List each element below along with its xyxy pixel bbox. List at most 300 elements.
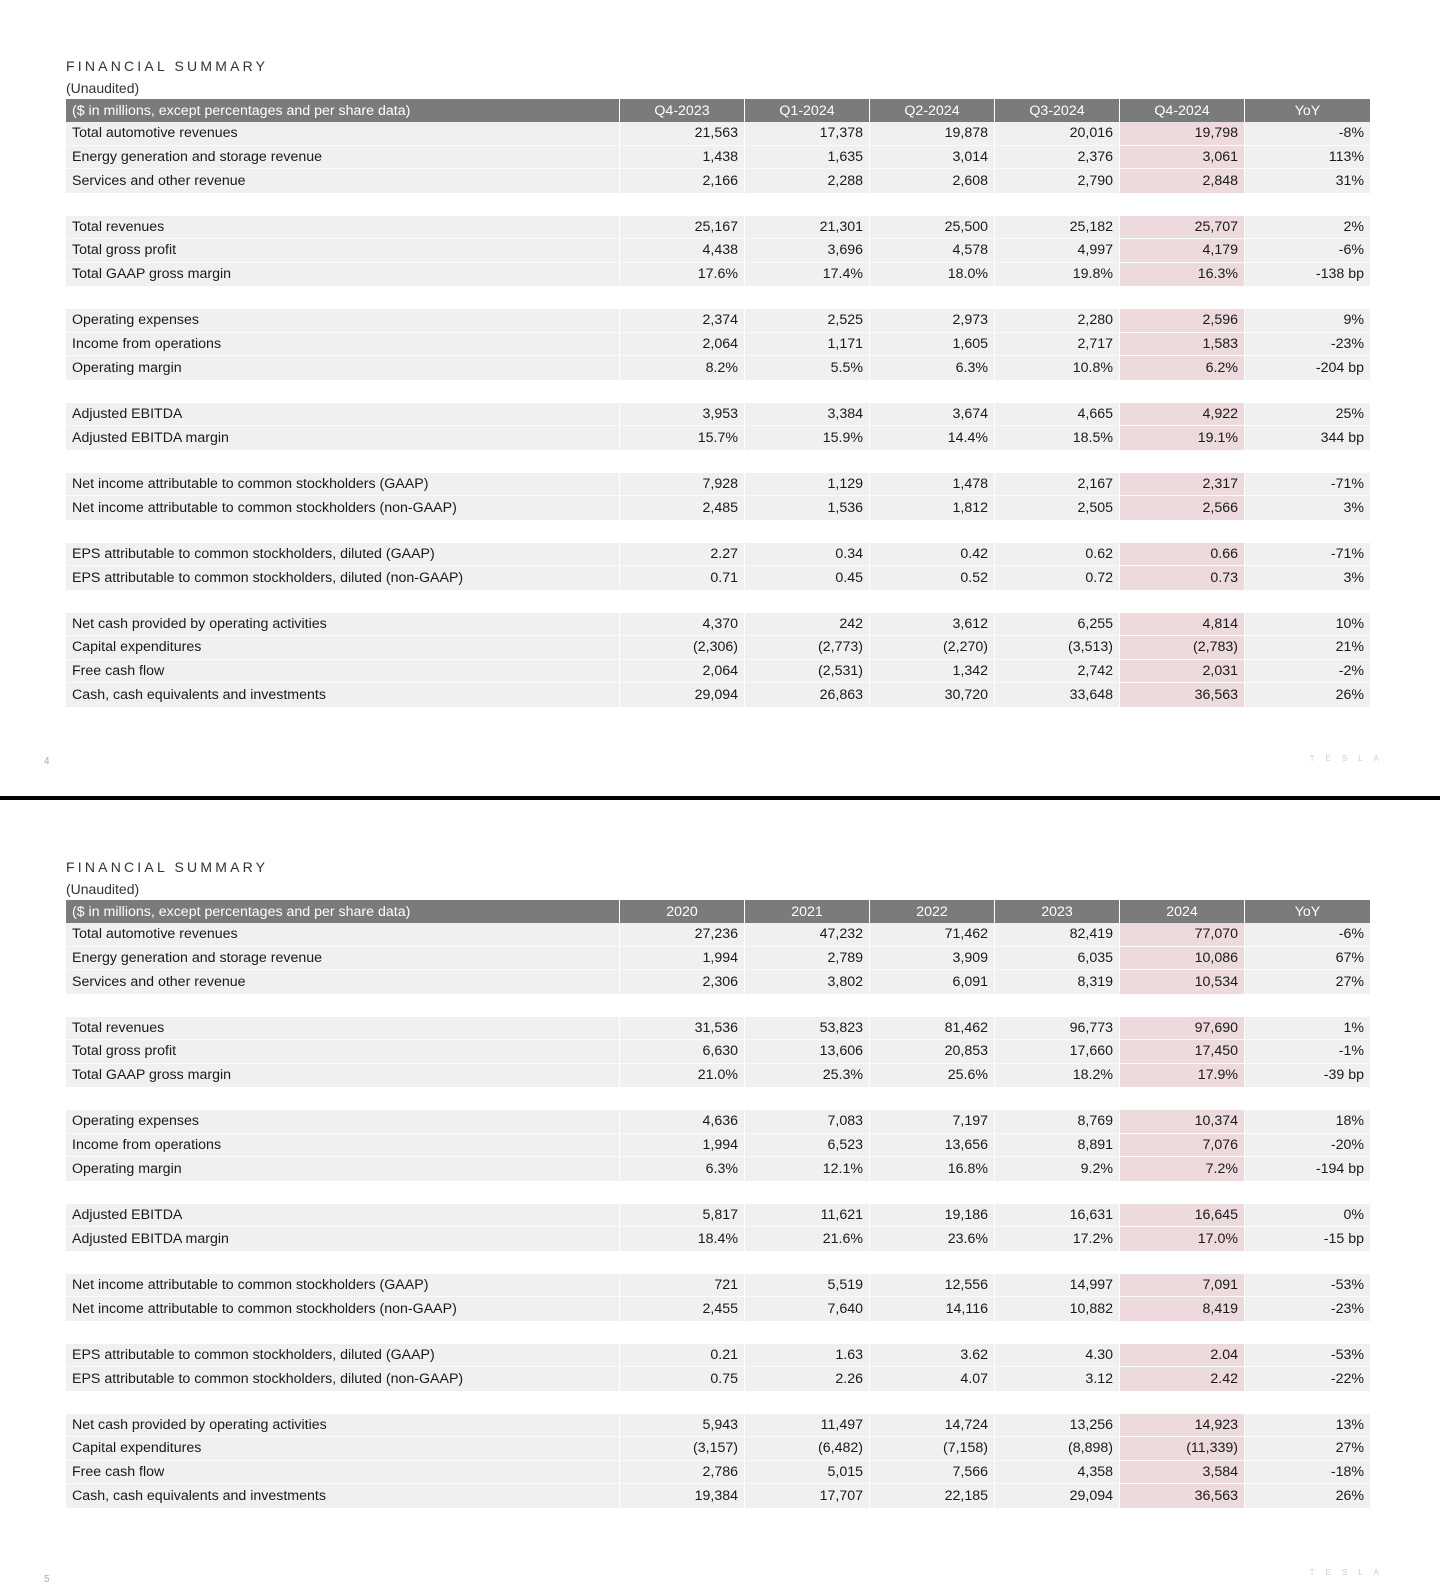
value-cell: 13,656 — [870, 1134, 994, 1158]
highlighted-value-cell: 0.73 — [1120, 566, 1244, 590]
row-label: EPS attributable to common stockholders, diluted (GAAP) — [66, 1344, 619, 1368]
yoy-cell: 13% — [1245, 1414, 1370, 1438]
yoy-cell: 18% — [1245, 1110, 1370, 1134]
value-cell: 33,648 — [995, 683, 1119, 707]
row-label: Income from operations — [66, 333, 619, 357]
value-cell: 20,016 — [995, 122, 1119, 146]
value-cell: 7,197 — [870, 1110, 994, 1134]
value-cell: 23.6% — [870, 1227, 994, 1251]
value-cell: 6,091 — [870, 970, 994, 994]
brand-letter: A — [1373, 1568, 1380, 1577]
brand-letter: T — [1309, 1568, 1316, 1577]
value-cell: 0.34 — [745, 543, 869, 567]
highlighted-value-cell: 4,814 — [1120, 613, 1244, 637]
yoy-cell: 25% — [1245, 403, 1370, 427]
value-cell: 25.3% — [745, 1064, 869, 1088]
financial-summary-annual-page — [0, 801, 1440, 1593]
yoy-cell: -138 bp — [1245, 263, 1370, 287]
row-label: Services and other revenue — [66, 169, 619, 193]
value-cell: 2,376 — [995, 146, 1119, 170]
value-cell: 5,519 — [745, 1274, 869, 1298]
header-label: ($ in millions, except percentages and per share data) — [66, 99, 619, 122]
yoy-cell: 344 bp — [1245, 426, 1370, 450]
table-row — [66, 473, 1374, 497]
highlighted-value-cell: 17.0% — [1120, 1227, 1244, 1251]
value-cell: 4,578 — [870, 239, 994, 263]
value-cell: 1,171 — [745, 333, 869, 357]
highlighted-value-cell: 16.3% — [1120, 263, 1244, 287]
row-group-spacer — [66, 380, 1374, 403]
highlighted-value-cell: 97,690 — [1120, 1017, 1244, 1041]
value-cell: 1,605 — [870, 333, 994, 357]
row-group-spacer — [66, 1181, 1374, 1204]
financial-table — [66, 900, 1374, 1508]
column-header: 2020 — [620, 900, 744, 923]
value-cell: 2.27 — [620, 543, 744, 567]
yoy-cell: 113% — [1245, 146, 1370, 170]
value-cell: 1,342 — [870, 660, 994, 684]
value-cell: 2,064 — [620, 660, 744, 684]
value-cell: 21.0% — [620, 1064, 744, 1088]
value-cell: 6,255 — [995, 613, 1119, 637]
row-label: Energy generation and storage revenue — [66, 947, 619, 971]
value-cell: 14,997 — [995, 1274, 1119, 1298]
value-cell: 1,478 — [870, 473, 994, 497]
yoy-cell: 9% — [1245, 309, 1370, 333]
yoy-cell: -53% — [1245, 1274, 1370, 1298]
value-cell: 96,773 — [995, 1017, 1119, 1041]
brand-letter: L — [1358, 754, 1364, 763]
value-cell: 10.8% — [995, 356, 1119, 380]
value-cell: 11,621 — [745, 1204, 869, 1228]
highlighted-value-cell: (2,783) — [1120, 636, 1244, 660]
highlighted-value-cell: 10,534 — [1120, 970, 1244, 994]
highlighted-value-cell: 2,317 — [1120, 473, 1244, 497]
brand-logo — [1310, 754, 1380, 763]
table-row — [66, 1344, 1374, 1368]
value-cell: 2,167 — [995, 473, 1119, 497]
value-cell: 2,790 — [995, 169, 1119, 193]
value-cell: 53,823 — [745, 1017, 869, 1041]
value-cell: 1,994 — [620, 947, 744, 971]
value-cell: 6,523 — [745, 1134, 869, 1158]
table-row — [66, 1134, 1374, 1158]
value-cell: 2,485 — [620, 496, 744, 520]
value-cell: 4,438 — [620, 239, 744, 263]
value-cell: 21.6% — [745, 1227, 869, 1251]
table-row — [66, 683, 1374, 707]
table-row — [66, 1437, 1374, 1461]
table-row — [66, 613, 1374, 637]
row-group-spacer — [66, 193, 1374, 216]
value-cell: 71,462 — [870, 923, 994, 947]
value-cell: 17.2% — [995, 1227, 1119, 1251]
table-row — [66, 566, 1374, 590]
table-row — [66, 1484, 1374, 1508]
brand-logo — [1310, 1568, 1380, 1577]
highlighted-value-cell: (11,339) — [1120, 1437, 1244, 1461]
row-label: Net income attributable to common stockholders (non-GAAP) — [66, 496, 619, 520]
value-cell: 17.4% — [745, 263, 869, 287]
yoy-header: YoY — [1245, 99, 1370, 122]
column-header: 2024 — [1120, 900, 1244, 923]
column-header: 2021 — [745, 900, 869, 923]
value-cell: 6.3% — [870, 356, 994, 380]
value-cell: 81,462 — [870, 1017, 994, 1041]
row-group-spacer — [66, 590, 1374, 613]
value-cell: 0.75 — [620, 1367, 744, 1391]
row-label: Adjusted EBITDA — [66, 403, 619, 427]
table-row — [66, 1227, 1374, 1251]
column-header: 2023 — [995, 900, 1119, 923]
highlighted-value-cell: 17.9% — [1120, 1064, 1244, 1088]
yoy-cell: 26% — [1245, 683, 1370, 707]
highlighted-value-cell: 17,450 — [1120, 1040, 1244, 1064]
highlighted-value-cell: 8,419 — [1120, 1297, 1244, 1321]
yoy-cell: -20% — [1245, 1134, 1370, 1158]
value-cell: 3,802 — [745, 970, 869, 994]
table-row — [66, 146, 1374, 170]
table-row — [66, 947, 1374, 971]
value-cell: 8,319 — [995, 970, 1119, 994]
yoy-cell: -71% — [1245, 543, 1370, 567]
brand-letter: L — [1358, 1568, 1364, 1577]
value-cell: 31,536 — [620, 1017, 744, 1041]
value-cell: 5.5% — [745, 356, 869, 380]
value-cell: (8,898) — [995, 1437, 1119, 1461]
row-label: Net cash provided by operating activities — [66, 613, 619, 637]
highlighted-value-cell: 2.42 — [1120, 1367, 1244, 1391]
row-label: EPS attributable to common stockholders, diluted (GAAP) — [66, 543, 619, 567]
brand-letter: T — [1309, 754, 1316, 763]
value-cell: 4,665 — [995, 403, 1119, 427]
table-row — [66, 1274, 1374, 1298]
value-cell: 2,374 — [620, 309, 744, 333]
value-cell: 3,953 — [620, 403, 744, 427]
table-row — [66, 496, 1374, 520]
row-group-spacer — [66, 1087, 1374, 1110]
row-label: Net income attributable to common stockholders (GAAP) — [66, 1274, 619, 1298]
highlighted-value-cell: 1,583 — [1120, 333, 1244, 357]
highlighted-value-cell: 0.66 — [1120, 543, 1244, 567]
value-cell: 5,015 — [745, 1461, 869, 1485]
table-row — [66, 426, 1374, 450]
value-cell: 8,891 — [995, 1134, 1119, 1158]
row-group-spacer — [66, 1251, 1374, 1274]
table-row — [66, 333, 1374, 357]
value-cell: 0.21 — [620, 1344, 744, 1368]
highlighted-value-cell: 7.2% — [1120, 1157, 1244, 1181]
row-label: Operating margin — [66, 356, 619, 380]
value-cell: 0.52 — [870, 566, 994, 590]
value-cell: 8.2% — [620, 356, 744, 380]
yoy-cell: -39 bp — [1245, 1064, 1370, 1088]
value-cell: 1,438 — [620, 146, 744, 170]
value-cell: 4,358 — [995, 1461, 1119, 1485]
row-label: EPS attributable to common stockholders, diluted (non-GAAP) — [66, 1367, 619, 1391]
value-cell: 19.8% — [995, 263, 1119, 287]
highlighted-value-cell: 4,179 — [1120, 239, 1244, 263]
value-cell: 2,306 — [620, 970, 744, 994]
highlighted-value-cell: 2,596 — [1120, 309, 1244, 333]
row-label: Net income attributable to common stockholders (GAAP) — [66, 473, 619, 497]
value-cell: 1,129 — [745, 473, 869, 497]
column-header: Q4-2024 — [1120, 99, 1244, 122]
value-cell: 5,817 — [620, 1204, 744, 1228]
row-label: Cash, cash equivalents and investments — [66, 683, 619, 707]
value-cell: 7,928 — [620, 473, 744, 497]
highlighted-value-cell: 7,076 — [1120, 1134, 1244, 1158]
yoy-cell: -8% — [1245, 122, 1370, 146]
value-cell: 25,500 — [870, 216, 994, 240]
value-cell: 2,973 — [870, 309, 994, 333]
value-cell: 6,035 — [995, 947, 1119, 971]
value-cell: 1,994 — [620, 1134, 744, 1158]
value-cell: 3,014 — [870, 146, 994, 170]
value-cell: 4.30 — [995, 1344, 1119, 1368]
table-row — [66, 970, 1374, 994]
value-cell: 6.3% — [620, 1157, 744, 1181]
row-label: Capital expenditures — [66, 1437, 619, 1461]
value-cell: 19,186 — [870, 1204, 994, 1228]
page-title: FINANCIAL SUMMARY — [66, 859, 269, 875]
value-cell: 30,720 — [870, 683, 994, 707]
highlighted-value-cell: 4,922 — [1120, 403, 1244, 427]
value-cell: 1.63 — [745, 1344, 869, 1368]
row-label: Adjusted EBITDA margin — [66, 1227, 619, 1251]
highlighted-value-cell: 77,070 — [1120, 923, 1244, 947]
highlighted-value-cell: 7,091 — [1120, 1274, 1244, 1298]
brand-letter: S — [1341, 754, 1349, 763]
table-row — [66, 403, 1374, 427]
table-header-row — [66, 99, 1374, 122]
yoy-header: YoY — [1245, 900, 1370, 923]
row-group-spacer — [66, 994, 1374, 1017]
highlighted-value-cell: 14,923 — [1120, 1414, 1244, 1438]
yoy-cell: 0% — [1245, 1204, 1370, 1228]
value-cell: 13,606 — [745, 1040, 869, 1064]
table-row — [66, 543, 1374, 567]
column-header: Q1-2024 — [745, 99, 869, 122]
highlighted-value-cell: 36,563 — [1120, 1484, 1244, 1508]
column-header: Q3-2024 — [995, 99, 1119, 122]
highlighted-value-cell: 19,798 — [1120, 122, 1244, 146]
value-cell: 15.7% — [620, 426, 744, 450]
table-row — [66, 239, 1374, 263]
table-row — [66, 1367, 1374, 1391]
value-cell: 3.12 — [995, 1367, 1119, 1391]
value-cell: 2,789 — [745, 947, 869, 971]
table-row — [66, 356, 1374, 380]
value-cell: 19,384 — [620, 1484, 744, 1508]
value-cell: 18.4% — [620, 1227, 744, 1251]
brand-letter: S — [1341, 1568, 1349, 1577]
yoy-cell: 3% — [1245, 496, 1370, 520]
value-cell: 721 — [620, 1274, 744, 1298]
row-group-spacer — [66, 520, 1374, 543]
row-group-spacer — [66, 1391, 1374, 1414]
table-row — [66, 1297, 1374, 1321]
yoy-cell: 31% — [1245, 169, 1370, 193]
column-header: Q2-2024 — [870, 99, 994, 122]
header-label: ($ in millions, except percentages and per share data) — [66, 900, 619, 923]
table-header-row — [66, 900, 1374, 923]
row-label: Total automotive revenues — [66, 122, 619, 146]
value-cell: 26,863 — [745, 683, 869, 707]
row-label: Adjusted EBITDA margin — [66, 426, 619, 450]
value-cell: 2,525 — [745, 309, 869, 333]
table-row — [66, 169, 1374, 193]
table-row — [66, 1461, 1374, 1485]
value-cell: 29,094 — [995, 1484, 1119, 1508]
yoy-cell: -53% — [1245, 1344, 1370, 1368]
table-row — [66, 122, 1374, 146]
value-cell: 14,724 — [870, 1414, 994, 1438]
value-cell: 13,256 — [995, 1414, 1119, 1438]
value-cell: 27,236 — [620, 923, 744, 947]
value-cell: 18.5% — [995, 426, 1119, 450]
yoy-cell: -204 bp — [1245, 356, 1370, 380]
value-cell: 22,185 — [870, 1484, 994, 1508]
table-row — [66, 1157, 1374, 1181]
yoy-cell: -6% — [1245, 239, 1370, 263]
value-cell: 0.71 — [620, 566, 744, 590]
value-cell: 0.62 — [995, 543, 1119, 567]
value-cell: 4.07 — [870, 1367, 994, 1391]
brand-letter: E — [1325, 754, 1332, 763]
value-cell: 3,909 — [870, 947, 994, 971]
value-cell: 3,696 — [745, 239, 869, 263]
brand-letter: A — [1373, 754, 1380, 763]
value-cell: 0.72 — [995, 566, 1119, 590]
row-label: Net income attributable to common stockholders (non-GAAP) — [66, 1297, 619, 1321]
table-row — [66, 923, 1374, 947]
value-cell: 4,636 — [620, 1110, 744, 1134]
value-cell: 3.62 — [870, 1344, 994, 1368]
value-cell: 17,707 — [745, 1484, 869, 1508]
row-label: Operating expenses — [66, 1110, 619, 1134]
row-label: Free cash flow — [66, 1461, 619, 1485]
value-cell: 29,094 — [620, 683, 744, 707]
value-cell: 14,116 — [870, 1297, 994, 1321]
table-row — [66, 263, 1374, 287]
row-label: Cash, cash equivalents and investments — [66, 1484, 619, 1508]
value-cell: 2,505 — [995, 496, 1119, 520]
row-label: Free cash flow — [66, 660, 619, 684]
value-cell: 19,878 — [870, 122, 994, 146]
value-cell: 18.0% — [870, 263, 994, 287]
row-group-spacer — [66, 450, 1374, 473]
row-label: Net cash provided by operating activities — [66, 1414, 619, 1438]
value-cell: 1,635 — [745, 146, 869, 170]
value-cell: 47,232 — [745, 923, 869, 947]
value-cell: (3,157) — [620, 1437, 744, 1461]
value-cell: (2,531) — [745, 660, 869, 684]
value-cell: 2,742 — [995, 660, 1119, 684]
table-row — [66, 1204, 1374, 1228]
row-label: Energy generation and storage revenue — [66, 146, 619, 170]
highlighted-value-cell: 2,031 — [1120, 660, 1244, 684]
value-cell: (2,773) — [745, 636, 869, 660]
value-cell: 5,943 — [620, 1414, 744, 1438]
row-label: Total revenues — [66, 1017, 619, 1041]
highlighted-value-cell: 2.04 — [1120, 1344, 1244, 1368]
value-cell: 2,288 — [745, 169, 869, 193]
yoy-cell: -23% — [1245, 333, 1370, 357]
value-cell: 14.4% — [870, 426, 994, 450]
table-row — [66, 660, 1374, 684]
value-cell: 25,182 — [995, 216, 1119, 240]
yoy-cell: 26% — [1245, 1484, 1370, 1508]
value-cell: 7,566 — [870, 1461, 994, 1485]
yoy-cell: -23% — [1245, 1297, 1370, 1321]
yoy-cell: -194 bp — [1245, 1157, 1370, 1181]
value-cell: 82,419 — [995, 923, 1119, 947]
value-cell: 12,556 — [870, 1274, 994, 1298]
brand-letter: E — [1325, 1568, 1332, 1577]
table-row — [66, 1414, 1374, 1438]
value-cell: 17,378 — [745, 122, 869, 146]
value-cell: 12.1% — [745, 1157, 869, 1181]
page-number: 5 — [44, 1574, 50, 1585]
yoy-cell: 27% — [1245, 970, 1370, 994]
value-cell: 16.8% — [870, 1157, 994, 1181]
value-cell: 18.2% — [995, 1064, 1119, 1088]
yoy-cell: -71% — [1245, 473, 1370, 497]
value-cell: 20,853 — [870, 1040, 994, 1064]
value-cell: 2,455 — [620, 1297, 744, 1321]
financial-table — [66, 99, 1374, 707]
table-row — [66, 309, 1374, 333]
row-label: Total GAAP gross margin — [66, 1064, 619, 1088]
value-cell: 2.26 — [745, 1367, 869, 1391]
yoy-cell: 10% — [1245, 613, 1370, 637]
row-group-spacer — [66, 286, 1374, 309]
highlighted-value-cell: 10,086 — [1120, 947, 1244, 971]
row-label: Adjusted EBITDA — [66, 1204, 619, 1228]
value-cell: 1,536 — [745, 496, 869, 520]
yoy-cell: -2% — [1245, 660, 1370, 684]
table-row — [66, 216, 1374, 240]
highlighted-value-cell: 25,707 — [1120, 216, 1244, 240]
highlighted-value-cell: 3,584 — [1120, 1461, 1244, 1485]
yoy-cell: -6% — [1245, 923, 1370, 947]
yoy-cell: -18% — [1245, 1461, 1370, 1485]
value-cell: 4,370 — [620, 613, 744, 637]
value-cell: 4,997 — [995, 239, 1119, 263]
value-cell: (3,513) — [995, 636, 1119, 660]
page-divider — [0, 796, 1440, 800]
value-cell: 6,630 — [620, 1040, 744, 1064]
yoy-cell: 21% — [1245, 636, 1370, 660]
yoy-cell: -15 bp — [1245, 1227, 1370, 1251]
highlighted-value-cell: 3,061 — [1120, 146, 1244, 170]
table-row — [66, 636, 1374, 660]
row-group-spacer — [66, 1321, 1374, 1344]
highlighted-value-cell: 2,848 — [1120, 169, 1244, 193]
value-cell: 3,612 — [870, 613, 994, 637]
value-cell: 11,497 — [745, 1414, 869, 1438]
value-cell: (6,482) — [745, 1437, 869, 1461]
row-label: Total GAAP gross margin — [66, 263, 619, 287]
yoy-cell: 27% — [1245, 1437, 1370, 1461]
yoy-cell: 1% — [1245, 1017, 1370, 1041]
page-number: 4 — [44, 756, 50, 767]
highlighted-value-cell: 10,374 — [1120, 1110, 1244, 1134]
value-cell: 8,769 — [995, 1110, 1119, 1134]
financial-summary-quarterly-page — [0, 0, 1440, 796]
value-cell: 9.2% — [995, 1157, 1119, 1181]
